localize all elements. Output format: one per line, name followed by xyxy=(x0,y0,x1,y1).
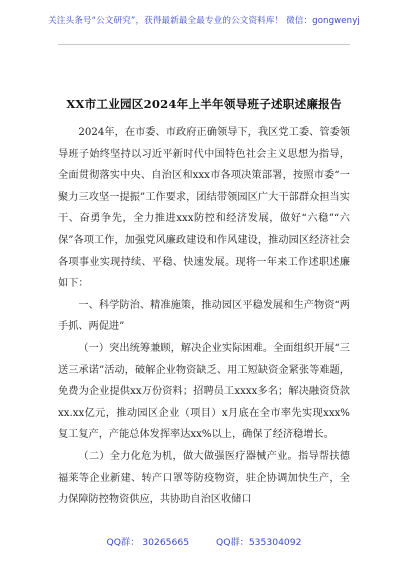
header-banner: 关注头条号“公文研究”，获得最新最全最专业的公文资料库！ 微信：gongwenyj xyxy=(48,16,360,26)
section-heading: 一、科学防治、精准施策，推动园区平稳发展和生产物资“两手抓、两促进” xyxy=(58,299,350,333)
header-divider xyxy=(58,44,350,45)
document-body xyxy=(58,122,350,511)
paragraph: 2024年，在市委、市政府正确领导下，我区党工委、管委领导班子始终坚持以习近平新时代中国特色社会主义思想为指导，全面贯彻落实中央、自治区和xxx市各项决策部署，按照市委“一聚力三攻坚一提振”工作要求，团结带领园区广大干部群众担当实干、奋勇争先，全力推进xxx防控和经济发展，做好“六稳”“六保”各项工作，加强党风廉政建设和作风建设，推动园区经济社会各项事业实现持续、平稳、快速发展。现将一年来工作述职述廉如下： xyxy=(58,127,350,290)
footer xyxy=(0,534,408,548)
footer-qq-group-2: QQ群：535304092 xyxy=(216,537,302,548)
document-title: XX市工业园区2024年上半年领导班子述职述廉报告 xyxy=(66,97,342,111)
paragraph: （二）全力化危为机，做大做强医疗器械产业。指导帮扶德福莱等企业新建、转产口罩等防疫物资，驻企协调加快生产，全力保障防控物资供应，共协助自治区收储口 xyxy=(58,450,350,506)
footer-qq-group-1: QQ群： 30265665 xyxy=(106,537,190,548)
paragraph: （一）突出统筹兼顾，解决企业实际困难。全面组织开展“三送三承诺”活动，破解企业物资缺乏、用工短缺资金紧张等难题，免费为企业提供xx万份资料；招聘员工xxxx多名；解决融资贷款xx.xx亿元，推动园区企业（项目）x月底在全市率先实现xxx%复工复产，产能总体发挥率达xx%以上，确保了经济稳增长。 xyxy=(58,342,350,441)
